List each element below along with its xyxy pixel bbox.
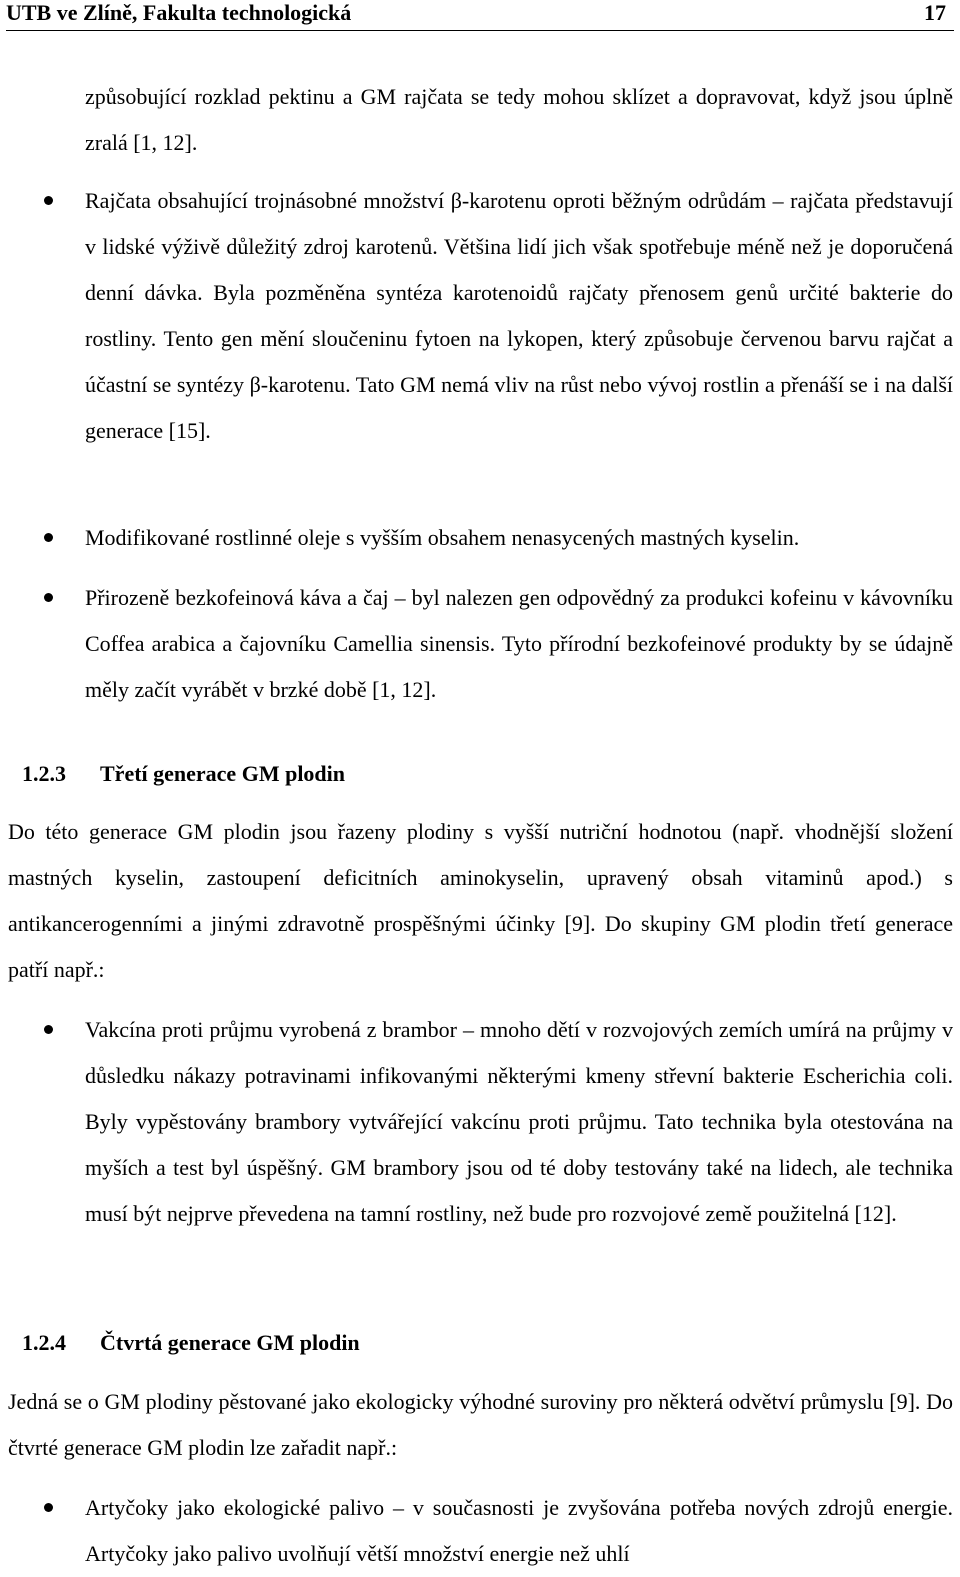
section-number: 1.2.4	[22, 1330, 66, 1355]
bullet-item-vaccine: Vakcína proti průjmu vyrobená z brambor – mnoho dětí v rozvojových zemích umírá na průjmy v důsledku nákazy potravinami infikovanými některými kmeny střevní bakterie Escherichia coli. Byly vypěstovány brambory vytvářející vakcínu proti průjmu. Tato technika byla otestována na myších a test byl úspěšný. GM brambory jsou od té doby testovány také na lidech, ale technika musí být nejprve převedena na tamní rostliny, než bude pro rozvojové země použitelná [12].	[85, 1017, 953, 1226]
continued-paragraph: způsobující rozklad pektinu a GM rajčata se tedy mohou sklízet a dopravovat, když jsou úplně zralá [1, 12].	[85, 84, 953, 155]
bullet-item-oils: Modifikované rostlinné oleje s vyšším obsahem nenasycených mastných kyselin.	[85, 525, 800, 550]
bullet-dot	[44, 196, 53, 205]
section-heading-1-2-4	[22, 1328, 922, 1358]
bullet-dot	[44, 1503, 53, 1512]
bullet-dot	[44, 593, 53, 602]
section-title: Třetí generace GM plodin	[100, 761, 346, 786]
section-number: 1.2.3	[22, 761, 66, 786]
paragraph-fourth-generation: Jedná se o GM plodiny pěstované jako ekologicky výhodné suroviny pro některá odvětví průmyslu [9]. Do čtvrté generace GM plodin lze zařadit např.:	[8, 1389, 953, 1460]
bullet-item-coffee: Přirozeně bezkofeinová káva a čaj – byl nalezen gen odpovědný za produkci kofeinu v kávovníku Coffea arabica a čajovníku Camellia sinensis. Tyto přírodní bezkofeinové produkty by se údajně měly začít vyrábět v brzké době [1, 12].	[85, 585, 953, 702]
bullet-item-tomatoes: Rajčata obsahující trojnásobné množství β-karotenu oproti běžným odrůdám – rajčata představují v lidské výživě důležitý zdroj karotenů. Většina lidí jich však spotřebuje méně než je doporučená denní dávka. Byla pozměněna syntéza karotenoidů rajčaty přenosem genů určité bakterie do rostliny. Tento gen mění sloučeninu fytoen na lykopen, který způsobuje červenou barvu rajčat a účastní se syntézy β-karotenu. Tato GM nemá vliv na růst nebo vývoj rostlin a přenáší se i na další generace [15].	[85, 188, 953, 443]
bullet-item-artichokes: Artyčoky jako ekologické palivo – v současnosti je zvyšována potřeba nových zdrojů energie. Artyčoky jako palivo uvolňují větší množství energie než uhlí	[85, 1495, 953, 1566]
header-title: UTB ve Zlíně, Fakulta technologická	[6, 0, 352, 25]
section-heading-1-2-3	[22, 759, 922, 789]
bullet-dot	[44, 1025, 53, 1034]
bullet-dot	[44, 533, 53, 542]
page-number: 17	[924, 0, 946, 25]
section-title: Čtvrtá generace GM plodin	[100, 1330, 360, 1355]
paragraph-third-generation: Do této generace GM plodin jsou řazeny plodiny s vyšší nutriční hodnotou (např. vhodnější složení mastných kyselin, zastoupení deficitních aminokyselin, upravený obsah vitaminů apod.) s antikancerogenními a jinými zdravotně prospěšnými účinky [9]. Do skupiny GM plodin třetí generace patří např.:	[8, 819, 953, 982]
